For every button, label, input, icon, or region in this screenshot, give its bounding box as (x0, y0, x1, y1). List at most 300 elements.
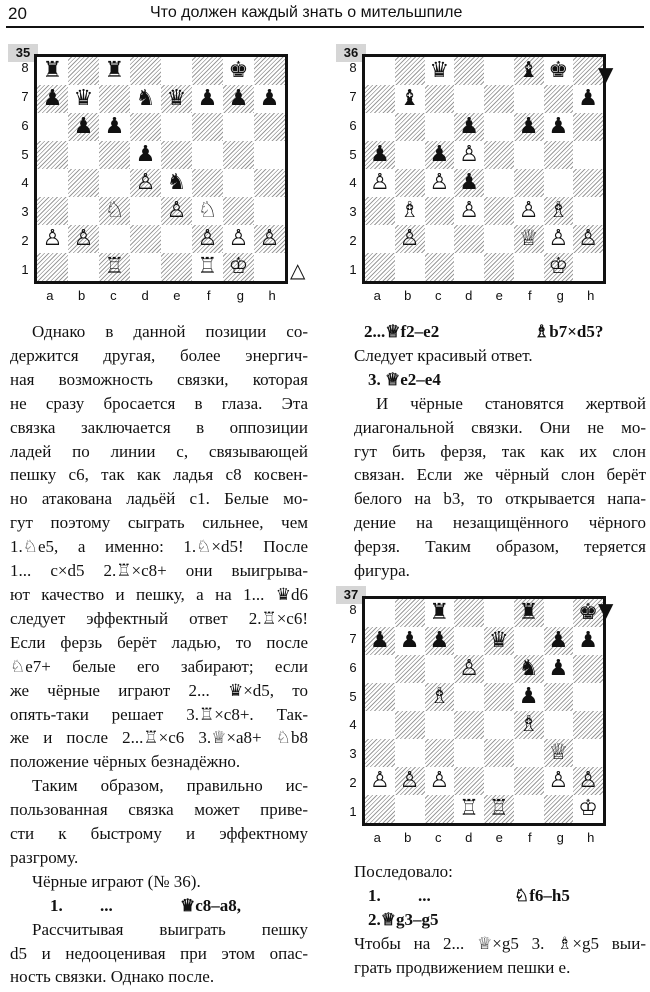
file-label: e (495, 830, 503, 845)
text-line: но атакована ладьёй с1. Белые мо- (10, 489, 308, 509)
chess-piece: ♛ (429, 58, 450, 83)
text-line: Однако в данной позиции со- (32, 322, 308, 341)
square-f2 (192, 225, 223, 253)
chess-piece: ♙ (459, 198, 479, 223)
square-a8 (37, 57, 68, 85)
square-g5 (223, 141, 254, 169)
square-b4 (68, 169, 99, 197)
square-e8 (161, 57, 192, 85)
square-d7 (454, 627, 484, 655)
chess-piece: ♟ (429, 142, 450, 167)
chess-piece: ♔ (578, 796, 598, 821)
chess-piece: ♜ (104, 58, 125, 83)
square-g8 (544, 57, 574, 85)
rank-label: 5 (349, 688, 357, 704)
square-a4 (365, 711, 395, 739)
chess-piece: ♜ (42, 58, 63, 83)
file-label: c (435, 288, 442, 303)
chess-piece: ♗ (518, 712, 539, 737)
square-h6 (573, 113, 603, 141)
square-e4 (161, 169, 192, 197)
chess-piece: ♙ (370, 170, 390, 195)
rank-label: 8 (349, 602, 357, 618)
square-e6 (484, 655, 514, 683)
diagram-number: 37 (336, 586, 366, 604)
square-c6 (99, 113, 130, 141)
right-paragraph-2 (354, 392, 646, 583)
square-f5 (514, 683, 544, 711)
chess-piece: ♟ (429, 628, 450, 653)
square-b6 (395, 113, 425, 141)
file-label: a (373, 830, 381, 845)
square-g7 (544, 627, 574, 655)
square-b3 (68, 197, 99, 225)
chess-piece: ♖ (489, 796, 509, 821)
square-h3 (573, 197, 603, 225)
chess-piece: ♟ (548, 114, 569, 139)
square-a1 (37, 253, 68, 281)
square-f5 (514, 141, 544, 169)
file-label: g (236, 288, 244, 303)
square-g2 (544, 767, 574, 795)
square-f7 (192, 85, 223, 113)
square-f8 (514, 57, 544, 85)
file-label: h (587, 288, 595, 303)
square-f1 (514, 795, 544, 823)
square-d6 (454, 113, 484, 141)
text-line: пользованная связка может приве- (10, 800, 308, 820)
square-f6 (514, 655, 544, 683)
square-e3 (484, 739, 514, 767)
chess-piece: ♕ (548, 740, 569, 765)
square-b8 (395, 599, 425, 627)
file-label: b (404, 288, 412, 303)
file-label: c (110, 288, 117, 303)
file-label: h (587, 830, 595, 845)
square-e1 (161, 253, 192, 281)
square-a1 (365, 253, 395, 281)
right-column (354, 320, 646, 583)
square-f4 (514, 169, 544, 197)
text-line: ферзя. Таким образом, теряется (354, 537, 646, 557)
chess-piece: ♗ (548, 198, 569, 223)
chess-piece: ♘ (104, 198, 125, 223)
chess-piece: ♟ (548, 628, 569, 653)
square-d4 (454, 169, 484, 197)
square-b7 (395, 627, 425, 655)
square-g3 (544, 197, 574, 225)
chess-piece: ♙ (73, 226, 94, 251)
text-line: Таким образом, правильно ис- (32, 776, 308, 796)
file-label: a (373, 288, 381, 303)
header-rule (6, 26, 644, 28)
square-e2 (161, 225, 192, 253)
rank-label: 6 (21, 117, 29, 133)
white-to-move-triangle: △ (290, 258, 306, 282)
move-3-line: 3. ♕e2–e4 (368, 369, 441, 389)
text-line: гут бить ферзя, так как их слон (354, 441, 646, 461)
square-b1 (68, 253, 99, 281)
running-title: Что должен каждый знать о мительшпиле (150, 4, 463, 21)
chess-piece: ♟ (459, 170, 479, 195)
chess-piece: ♜ (518, 600, 539, 625)
square-g1 (544, 795, 574, 823)
chess-piece: ♙ (399, 226, 420, 251)
square-c1 (99, 253, 130, 281)
square-f2 (514, 767, 544, 795)
square-b6 (395, 655, 425, 683)
file-label: c (435, 830, 442, 845)
square-a2 (37, 225, 68, 253)
chess-piece: ♚ (578, 600, 598, 625)
square-g1 (223, 253, 254, 281)
square-b8 (68, 57, 99, 85)
square-e5 (161, 141, 192, 169)
square-b2 (395, 225, 425, 253)
chess-piece: ♙ (459, 656, 479, 681)
square-h8 (254, 57, 285, 85)
rank-label: 4 (349, 717, 357, 733)
text-line: d5 и недооценивая при этом опас- (10, 943, 308, 963)
text-line: связка заключается в оппозиции (10, 417, 308, 437)
square-e7 (484, 85, 514, 113)
chess-piece: ♙ (228, 226, 249, 251)
square-a1 (365, 795, 395, 823)
right-column-bottom (354, 860, 646, 980)
square-c1 (425, 253, 455, 281)
square-e5 (484, 683, 514, 711)
square-f4 (514, 711, 544, 739)
square-e3 (161, 197, 192, 225)
rank-label: 4 (349, 175, 357, 191)
chess-piece: ♙ (548, 226, 569, 251)
text-line: пешку с6, так как ладья с8 косвен- (10, 465, 308, 485)
square-g7 (223, 85, 254, 113)
square-g1 (544, 253, 574, 281)
square-b2 (395, 767, 425, 795)
square-h4 (573, 711, 603, 739)
square-d3 (454, 739, 484, 767)
black-to-move-triangle: ▼ (598, 598, 614, 622)
square-f8 (514, 599, 544, 627)
square-a5 (37, 141, 68, 169)
chess-piece: ♞ (518, 656, 539, 681)
square-g8 (223, 57, 254, 85)
file-label: d (465, 830, 473, 845)
chess-piece: ♗ (429, 684, 450, 709)
right-paragraph-1: Следует красивый ответ. (354, 345, 533, 365)
chess-piece: ♟ (104, 114, 125, 139)
text-line: же чёрные играют 2... ♛×d5, то (10, 680, 308, 700)
text-line: следует эффектный ответ 2.♖×c6! (10, 608, 308, 628)
chess-piece: ♖ (104, 254, 125, 279)
chess-piece: ♞ (166, 170, 187, 195)
text-line: опять-таки решает 3.♖×c8+. Так- (10, 704, 308, 724)
chess-piece: ♚ (228, 58, 249, 83)
square-g3 (544, 739, 574, 767)
text-line: ют качество и пешку, а на 1... ♛d6 (10, 584, 308, 604)
diagram-number: 35 (8, 44, 38, 62)
square-b4 (395, 711, 425, 739)
chess-piece: ♝ (518, 58, 539, 83)
file-label: e (173, 288, 181, 303)
square-c5 (99, 141, 130, 169)
rank-label: 1 (349, 261, 357, 277)
rank-label: 7 (21, 89, 29, 105)
square-b4 (395, 169, 425, 197)
square-f1 (192, 253, 223, 281)
rank-label: 2 (21, 232, 29, 248)
move-1-black: 1. ... ♛c8–a8, (50, 895, 242, 915)
rank-label: 5 (349, 146, 357, 162)
square-a7 (37, 85, 68, 113)
text-line: держится другая, более энергич- (10, 345, 308, 365)
text-line: ♘e7+ белые его забирают; если (10, 656, 308, 676)
square-c6 (425, 655, 455, 683)
square-d5 (454, 683, 484, 711)
square-b3 (395, 197, 425, 225)
square-f4 (192, 169, 223, 197)
square-d2 (454, 767, 484, 795)
square-e7 (161, 85, 192, 113)
chess-piece: ♟ (135, 142, 156, 167)
chess-piece: ♟ (370, 628, 390, 653)
square-f6 (514, 113, 544, 141)
chess-piece: ♙ (578, 226, 598, 251)
move-2-line: 2...♕f2–e2 ♗b7×d5? (364, 322, 604, 341)
square-h4 (573, 169, 603, 197)
square-a2 (365, 767, 395, 795)
square-a5 (365, 141, 395, 169)
file-label: h (268, 288, 276, 303)
text-line: диагональной связки. Они не мо- (354, 417, 646, 437)
square-c2 (425, 767, 455, 795)
square-g7 (544, 85, 574, 113)
square-c3 (425, 739, 455, 767)
square-b8 (395, 57, 425, 85)
square-h6 (254, 113, 285, 141)
square-f2 (514, 225, 544, 253)
square-a4 (365, 169, 395, 197)
rank-label: 7 (349, 631, 357, 647)
square-h2 (254, 225, 285, 253)
text-line: положение чёрных безнадёжно. (10, 752, 241, 772)
chess-piece: ♟ (228, 86, 249, 111)
square-g6 (544, 113, 574, 141)
square-c6 (425, 113, 455, 141)
square-d6 (130, 113, 161, 141)
text-line: грать продвижением пешки е. (354, 957, 571, 977)
square-c8 (99, 57, 130, 85)
text-line: И чёрные становятся жертвой (376, 393, 646, 413)
square-g6 (223, 113, 254, 141)
square-g3 (223, 197, 254, 225)
chess-piece: ♙ (370, 768, 390, 793)
square-a6 (365, 113, 395, 141)
rank-label: 5 (21, 146, 29, 162)
file-label: b (404, 830, 412, 845)
square-a3 (37, 197, 68, 225)
rank-label: 7 (349, 89, 357, 105)
square-g5 (544, 683, 574, 711)
square-c5 (425, 683, 455, 711)
square-d4 (454, 711, 484, 739)
chess-piece: ♙ (578, 768, 598, 793)
square-g5 (544, 141, 574, 169)
square-c2 (99, 225, 130, 253)
chess-piece: ♟ (548, 656, 569, 681)
square-b5 (68, 141, 99, 169)
chess-piece: ♟ (197, 86, 218, 111)
page-number: 20 (8, 4, 27, 23)
text-line: белого на b3, то открывается напа- (354, 489, 646, 509)
text-line: сти к быстрому и эффектному (10, 824, 308, 844)
square-b3 (395, 739, 425, 767)
square-d7 (130, 85, 161, 113)
chess-piece: ♟ (370, 142, 390, 167)
rank-label: 6 (349, 659, 357, 675)
chess-piece: ♛ (73, 86, 94, 111)
text-line: ная возможность связки, которая (10, 369, 308, 389)
chess-piece: ♕ (518, 226, 539, 251)
left-paragraph-1 (10, 320, 308, 774)
chess-piece: ♟ (518, 114, 539, 139)
diagram-35 (8, 44, 308, 306)
chess-piece: ♔ (548, 254, 569, 279)
chess-piece: ♟ (518, 684, 539, 709)
chess-piece: ♙ (399, 768, 420, 793)
chess-piece: ♟ (73, 114, 94, 139)
file-label: g (556, 830, 564, 845)
square-b5 (395, 683, 425, 711)
chess-piece: ♛ (166, 86, 187, 111)
square-c1 (425, 795, 455, 823)
square-c2 (425, 225, 455, 253)
square-h5 (254, 141, 285, 169)
diagram-number: 36 (336, 44, 366, 62)
square-h7 (573, 85, 603, 113)
chess-piece: ♙ (459, 142, 479, 167)
square-a6 (365, 655, 395, 683)
square-d5 (130, 141, 161, 169)
square-h3 (254, 197, 285, 225)
chess-piece: ♙ (42, 226, 63, 251)
text-line: связан. Если же чёрный слон берёт (354, 465, 646, 485)
text-line: разгрому. (10, 847, 79, 867)
chess-piece: ♚ (548, 58, 569, 83)
square-e2 (484, 767, 514, 795)
square-h1 (573, 253, 603, 281)
square-a8 (365, 57, 395, 85)
square-d7 (454, 85, 484, 113)
right-paragraph-3: Последовало: (354, 862, 453, 881)
square-h5 (573, 683, 603, 711)
chess-piece: ♝ (399, 86, 420, 111)
square-c7 (425, 627, 455, 655)
square-d2 (454, 225, 484, 253)
rank-label: 1 (21, 261, 29, 277)
chess-piece: ♙ (518, 198, 539, 223)
rank-label: 2 (349, 232, 357, 248)
file-label: d (465, 288, 473, 303)
chess-piece: ♗ (399, 198, 420, 223)
chess-piece: ♙ (166, 198, 187, 223)
square-f1 (514, 253, 544, 281)
chess-piece: ♜ (429, 600, 450, 625)
rank-label: 3 (349, 746, 357, 762)
square-d1 (130, 253, 161, 281)
rank-label: 2 (349, 774, 357, 790)
square-d5 (454, 141, 484, 169)
text-line: же и после 2...♖×c6 3.♕×a8+ ♘b8 (10, 728, 308, 748)
square-d3 (454, 197, 484, 225)
square-d4 (130, 169, 161, 197)
rank-label: 8 (349, 60, 357, 76)
square-c8 (425, 599, 455, 627)
chess-piece: ♙ (429, 170, 450, 195)
chess-piece: ♞ (135, 86, 156, 111)
square-d1 (454, 253, 484, 281)
square-e8 (484, 599, 514, 627)
text-line: не сразу бросается в глаза. Эта (10, 393, 308, 413)
square-b7 (68, 85, 99, 113)
square-a7 (365, 85, 395, 113)
text-line: дение на незащищённого чёрного (354, 513, 646, 533)
left-paragraph-4 (10, 918, 308, 990)
square-c5 (425, 141, 455, 169)
square-e6 (161, 113, 192, 141)
left-paragraph-2 (10, 774, 308, 870)
chess-piece: ♟ (578, 86, 598, 111)
black-to-move-triangle: ▼ (598, 62, 614, 86)
square-d6 (454, 655, 484, 683)
square-a4 (37, 169, 68, 197)
square-c4 (425, 711, 455, 739)
square-g4 (544, 169, 574, 197)
square-e5 (484, 141, 514, 169)
square-b1 (395, 253, 425, 281)
rank-label: 4 (21, 175, 29, 191)
square-c7 (99, 85, 130, 113)
square-f7 (514, 85, 544, 113)
square-e7 (484, 627, 514, 655)
chess-piece: ♙ (259, 226, 280, 251)
square-f3 (514, 739, 544, 767)
chess-piece: ♘ (197, 198, 218, 223)
square-a3 (365, 739, 395, 767)
square-f5 (192, 141, 223, 169)
square-a3 (365, 197, 395, 225)
square-c7 (425, 85, 455, 113)
chess-piece: ♟ (259, 86, 280, 111)
square-a5 (365, 683, 395, 711)
chess-piece: ♙ (548, 768, 569, 793)
square-a7 (365, 627, 395, 655)
text-line: ность связки. Однако после. (10, 967, 215, 987)
square-b6 (68, 113, 99, 141)
square-e4 (484, 169, 514, 197)
file-label: f (527, 830, 532, 845)
chess-piece: ♟ (578, 628, 598, 653)
file-label: f (206, 288, 211, 303)
file-label: b (78, 288, 86, 303)
text-line: фигура. (354, 561, 410, 581)
chess-piece: ♖ (197, 254, 218, 279)
square-a8 (365, 599, 395, 627)
square-d8 (130, 57, 161, 85)
square-g6 (544, 655, 574, 683)
square-e1 (484, 253, 514, 281)
